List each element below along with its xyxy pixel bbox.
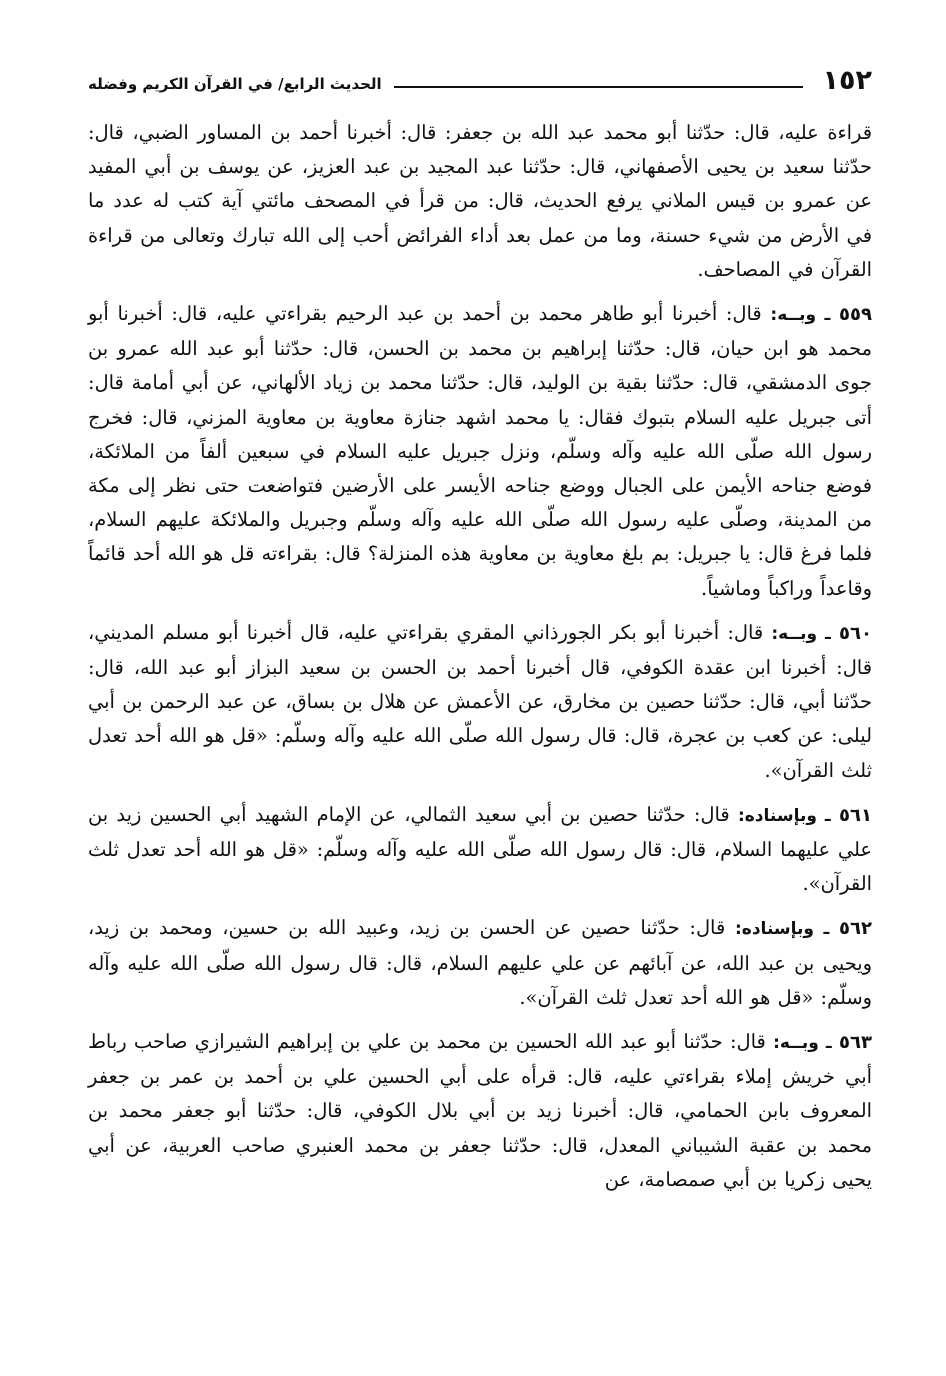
paragraph-text: قال: حدّثنا حصين بن أبي سعيد الثمالي، عن الإمام الشهيد أبي الحسين زيد بن علي عليهما السلام، قال: قال رسول الله صلّى الله عليه وآله وسلّم: «قل هو الله أحد تعدل ثلث القرآن».	[88, 802, 872, 896]
running-header	[88, 52, 872, 94]
paragraph-continuation	[88, 116, 872, 287]
paragraph-text: قال: أخبرنا أبو بكر الجورذاني المقري بقراءتي عليه، قال أخبرنا أبو مسلم المديني، قال: أخبرنا ابن عقدة الكوفي، قال أخبرنا أحمد بن الحسن بن سعيد البزاز أبو عبد الله، قال: حدّثنا أبي، قال: حدّثنا حصين بن مخارق، عن الأعمش عن هلال بن بساق، عن عبد الرحمن بن أبي ليلى: عن كعب بن عجرة، قال: قال رسول الله صلّى الله عليه وآله وسلّم: «قل هو الله أحد تعدل ثلث القرآن».	[88, 620, 872, 782]
hadith-number: ٥٥٩	[839, 304, 872, 326]
hadith-lead: ـ وبــه:	[770, 305, 831, 326]
page-number: ١٥٢	[822, 65, 872, 96]
paragraph-text: قال: حدّثنا حصين عن الحسن بن زيد، وعبيد الله بن حسين، ومحمد بن زيد، ويحيى بن عبد الله، عن آبائهم عن علي عليهم السلام، قال: قال رسول الله صلّى الله عليه وآله وسلّم: «قل هو الله أحد تعدل ثلث القرآن».	[88, 916, 872, 1009]
hadith-number: ٥٦٠	[839, 622, 872, 644]
hadith-561	[88, 798, 872, 902]
paragraph-text: قراءة عليه، قال: حدّثنا أبو محمد عبد الله بن جعفر: قال: أخبرنا أحمد بن المساور الضبي، قال: حدّثنا سعيد بن يحيى الأصفهاني، قال: حدّثنا عبد المجيد بن عبد العزيز، عن يوسف بن أبي المفيد عن عمرو بن قيس الملاني يرفع الحديث، قال: من قرأ في المصحف مائتي آية كتب له عدد ما في الأرض من شيء حسنة، وما من عمل بعد أداء الفرائض أحب إلى الله تبارك وتعالى من قراءة القرآن في المصاحف.	[88, 121, 872, 281]
hadith-lead: ـ وبــه:	[773, 1033, 832, 1054]
hadith-lead: ـ وبــه:	[771, 623, 831, 644]
hadith-563	[88, 1025, 872, 1197]
header-rule	[394, 86, 803, 88]
hadith-number: ٥٦٣	[839, 1032, 872, 1054]
hadith-lead: ـ وبإسناده:	[735, 919, 830, 940]
hadith-562	[88, 911, 872, 1015]
running-title: الحديث الرابع/ في القرآن الكريم وفضله	[88, 75, 382, 93]
hadith-560	[88, 616, 872, 788]
hadith-number: ٥٦٢	[839, 918, 872, 940]
hadith-559	[88, 297, 872, 606]
paragraph-text: قال: حدّثنا أبو عبد الله الحسين بن محمد بن علي بن إبراهيم الشيرازي صاحب رباط أبي خريش إملاء بقراءتي عليه، قال: قرأه على أبي الحسين علي بن أحمد بن عمر بن جعفر المعروف بابن الحمامي، قال: أخبرنا زيد بن أبي بلال الكوفي، قال: حدّثنا أبو جعفر محمد بن محمد بن عقبة الشيباني المعدل، قال: حدّثنا جعفر بن محمد العنبري صاحب العربية، عن أبي يحيى زكريا بن أبي صمصامة، عن	[88, 1030, 872, 1191]
paragraph-text: قال: أخبرنا أبو طاهر محمد بن أحمد بن عبد الرحيم بقراءتي عليه، قال: أخبرنا أبو محمد هو ابن حيان، قال: حدّثنا إبراهيم بن محمد بن الحسن، قال: حدّثنا أبو عبد الله عمرو بن جوى الدمشقي، قال: حدّثنا بقية بن الوليد، قال: حدّثنا محمد بن زياد الألهاني، عن أبي أمامة قال: أتى جبريل عليه السلام بتبوك فقال: يا محمد اشهد جنازة معاوية بن معاوية المزني، قال: فخرج رسول الله صلّى الله عليه وآله وسلّم، ونزل جبريل عليه السلام في سبعين ألفاً من الملائكة، فوضع جناحه الأيمن على الجبال ووضع جناحه الأيسر على الأرضين فتواضعت حتى نظر إلى مكة من المدينة، وصلّى عليه رسول الله صلّى الله عليه وآله وسلّم وجبريل والملائكة عليهم السلام، فلما فرغ قال: يا جبريل: بم بلغ معاوية بن معاوية هذه المنزلة؟ قال: بقراءته قل هو الله أحد قائماً وقاعداً وراكباً وماشياً.	[88, 302, 872, 600]
hadith-number: ٥٦١	[839, 804, 872, 826]
hadith-lead: ـ وبإسناده:	[737, 805, 831, 826]
body-text	[88, 116, 872, 1197]
